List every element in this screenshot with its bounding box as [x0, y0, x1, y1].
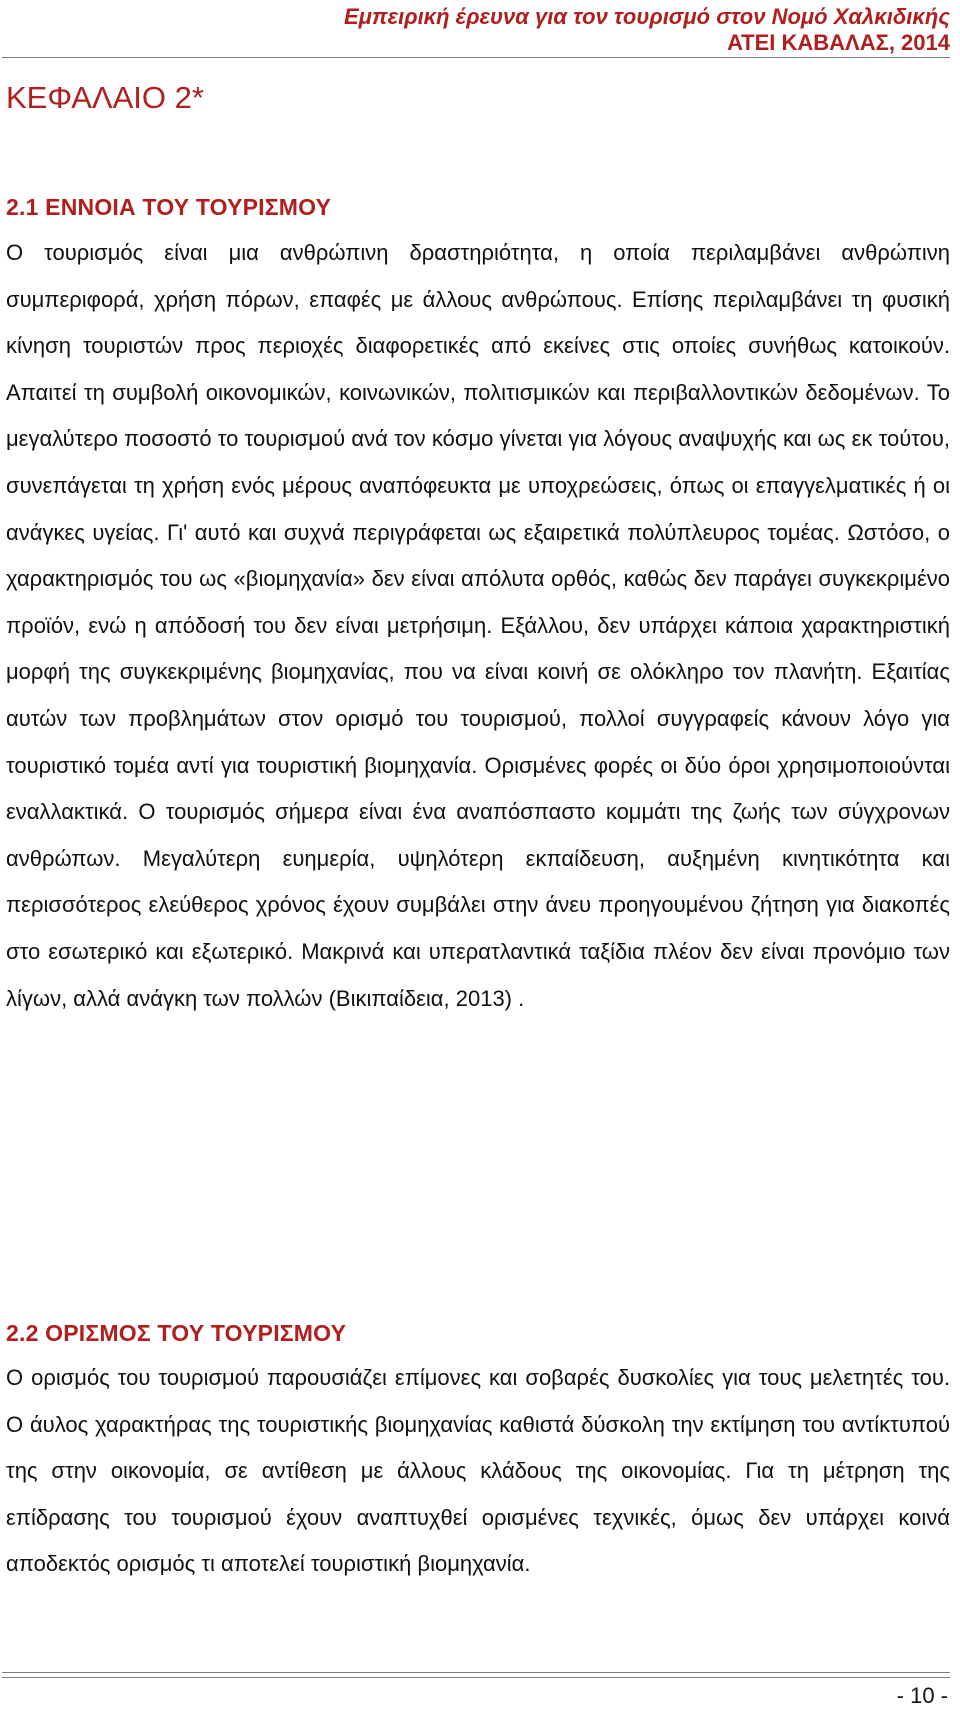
section-heading-tourism-concept: 2.1 ΕΝΝΟΙΑ ΤΟΥ ΤΟΥΡΙΣΜΟΥ: [6, 194, 332, 220]
footer-rule-top: [2, 1672, 950, 1673]
section-heading-tourism-definition: 2.2 ΟΡΙΣΜΟΣ ΤΟΥ ΤΟΥΡΙΣΜΟΥ: [6, 1320, 347, 1346]
footer-rule-bottom: [2, 1677, 950, 1678]
running-header: [344, 4, 950, 56]
page-number: - 10 -: [896, 1683, 948, 1708]
header-title: Εμπειρική έρευνα για τον τουρισμό στον Νομό Χαλκιδικής: [344, 4, 950, 29]
section-paragraph-tourism-concept: Ο τουρισμός είναι μια ανθρώπινη δραστηριότητα, η οποία περιλαμβάνει ανθρώπινη συμπεριφορά, χρήση πόρων, επαφές με άλλους ανθρώπους. Επίσης περιλαμβάνει τη φυσική κίνηση τουριστών προς περιοχές διαφορετικές από εκείνες στις οποίες συνήθως κατοικούν. Απαιτεί τη συμβολή οικονομικών, κοινωνικών, πολιτισμικών και περιβαλλοντικών δεδομένων. Το μεγαλύτερο ποσοστό το τουρισμού ανά τον κόσμο γίνεται για λόγους αναψυχής και ως εκ τούτου, συνεπάγεται τη χρήση ενός μέρους αναπόφευκτα με υποχρεώσεις, όπως οι επαγγελματικές ή οι ανάγκες υγείας. Γι' αυτό και συχνά περιγράφεται ως εξαιρετικά πολύπλευρος τομέας. Ωστόσο, ο χαρακτηρισμός του ως «βιομηχανία» δεν είναι απόλυτα ορθός, καθώς δεν παράγει συγκεκριμένο προϊόν, ενώ η απόδοσή του δεν είναι μετρήσιμη. Εξάλλου, δεν υπάρχει κάποια χαρακτηριστική μορφή της συγκεκριμένης βιομηχανίας, που να είναι κοινή σε ολόκληρο τον πλανήτη. Εξαιτίας αυτών των προβλημάτων στον ορισμό του τουρισμού, πολλοί συγγραφείς κάνουν λόγο για τουριστικό τομέα αντί για τουριστική βιομηχανία. Ορισμένες φορές οι δύο όροι χρησιμοποιούνται εναλλακτικά. Ο τουρισμός σήμερα είναι ένα αναπόσπαστο κομμάτι της ζωής των σύγχρονων ανθρώπων. Μεγαλύτερη ευημερία, υψηλότερη εκπαίδευση, αυξημένη κινητικότητα και περισσότερος ελεύθερος χρόνος έχουν συμβάλει στην άνευ προηγουμένου ζήτηση για διακοπές στο εσωτερικό και εξωτερικό. Μακρινά και υπερατλαντικά ταξίδια πλέον δεν είναι προνόμιο των λίγων, αλλά ανάγκη των πολλών (Βικιπαίδεια, 2013) .: [6, 240, 950, 1011]
section-paragraph-tourism-definition: Ο ορισμός του τουρισμού παρουσιάζει επίμονες και σοβαρές δυσκολίες για τους μελετητές του. Ο άυλος χαρακτήρας της τουριστικής βιομηχανίας καθιστά δύσκολη την εκτίμηση του αντίκτυπού της στην οικονομία, σε αντίθεση με άλλους κλάδους της οικονομίας. Για τη μέτρηση της επίδρασης του τουρισμού έχουν αναπτυχθεί ορισμένες τεχνικές, όμως δεν υπάρχει κοινά αποδεκτός ορισμός τι αποτελεί τουριστική βιομηχανία.: [6, 1365, 950, 1577]
chapter-title: ΚΕΦΑΛΑΙΟ 2*: [6, 80, 204, 115]
header-rule: [2, 57, 950, 58]
header-institution: ΑΤΕΙ ΚΑΒΑΛΑΣ, 2014: [727, 30, 950, 55]
